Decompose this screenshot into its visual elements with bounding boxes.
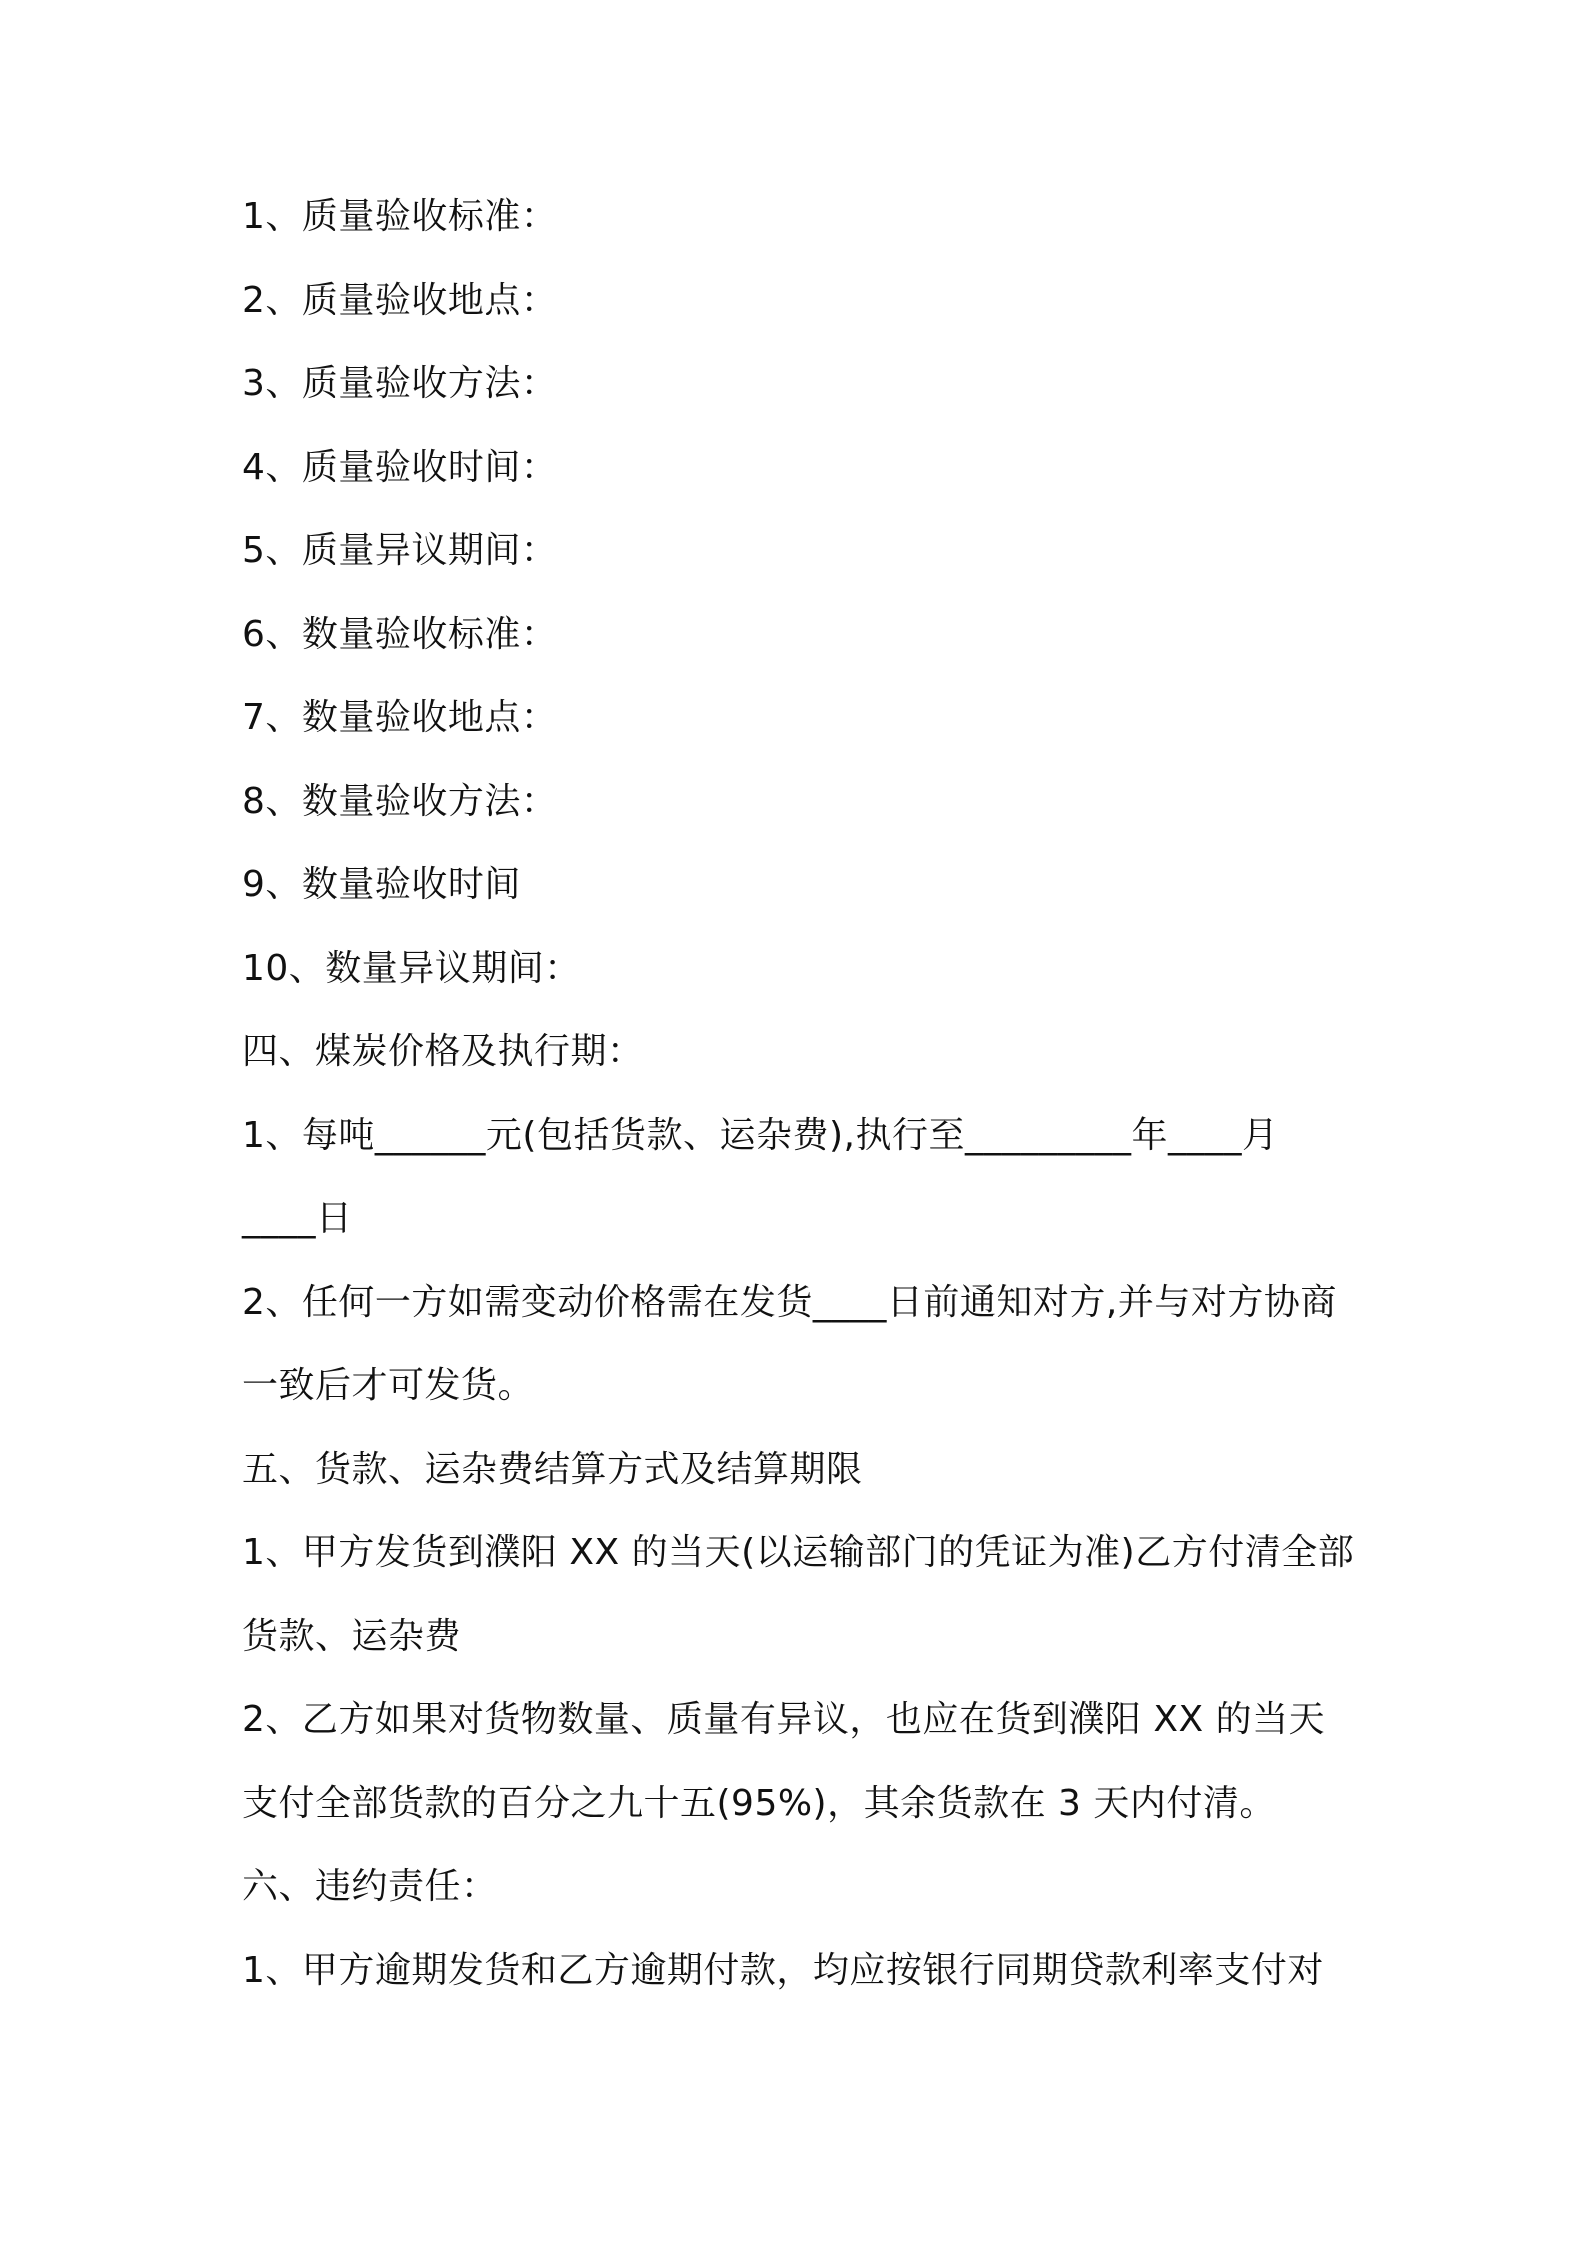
clause-quantity-objection-period: 10、数量异议期间： <box>242 947 581 989</box>
clause-settlement-objection-continued: 支付全部货款的百分之九十五(95%)，其余货款在 3 天内付清。 <box>242 1782 1276 1824</box>
clause-price-per-ton-continued: ____日 <box>242 1198 353 1239</box>
section-heading-settlement: 五、货款、运杂费结算方式及结算期限 <box>242 1448 863 1490</box>
clause-quantity-standard: 6、数量验收标准： <box>242 613 558 655</box>
clause-quality-location: 2、质量验收地点： <box>242 279 558 321</box>
clause-price-change-notice: 2、任何一方如需变动价格需在发货____日前通知对方,并与对方协商 <box>242 1281 1337 1323</box>
clause-quantity-location: 7、数量验收地点： <box>242 697 558 738</box>
clause-settlement-payment-continued: 货款、运杂费 <box>242 1615 462 1657</box>
section-heading-price: 四、煤炭价格及执行期： <box>242 1031 644 1072</box>
clause-price-per-ton: 1、每吨______元(包括货款、运杂费),执行至_________年____月 <box>242 1114 1279 1156</box>
clause-liability-late: 1、甲方逾期发货和乙方逾期付款，均应按银行同期贷款利率支付对 <box>242 1949 1324 1991</box>
clause-quality-objection-period: 5、质量异议期间： <box>242 530 558 571</box>
clause-price-change-notice-continued: 一致后才可发货。 <box>242 1365 535 1406</box>
clause-quality-standard: 1、质量验收标准： <box>242 196 558 237</box>
document-body <box>242 196 1362 2033</box>
clause-settlement-payment: 1、甲方发货到濮阳 XX 的当天(以运输部门的凭证为准)乙方付清全部 <box>242 1532 1355 1573</box>
clause-quality-method: 3、质量验收方法： <box>242 363 558 404</box>
clause-quality-time: 4、质量验收时间： <box>242 446 558 488</box>
section-heading-liability: 六、违约责任： <box>242 1866 498 1907</box>
clause-quantity-time: 9、数量验收时间 <box>242 864 521 905</box>
clause-quantity-method: 8、数量验收方法： <box>242 780 558 822</box>
clause-settlement-objection: 2、乙方如果对货物数量、质量有异议，也应在货到濮阳 XX 的当天 <box>242 1699 1326 1740</box>
